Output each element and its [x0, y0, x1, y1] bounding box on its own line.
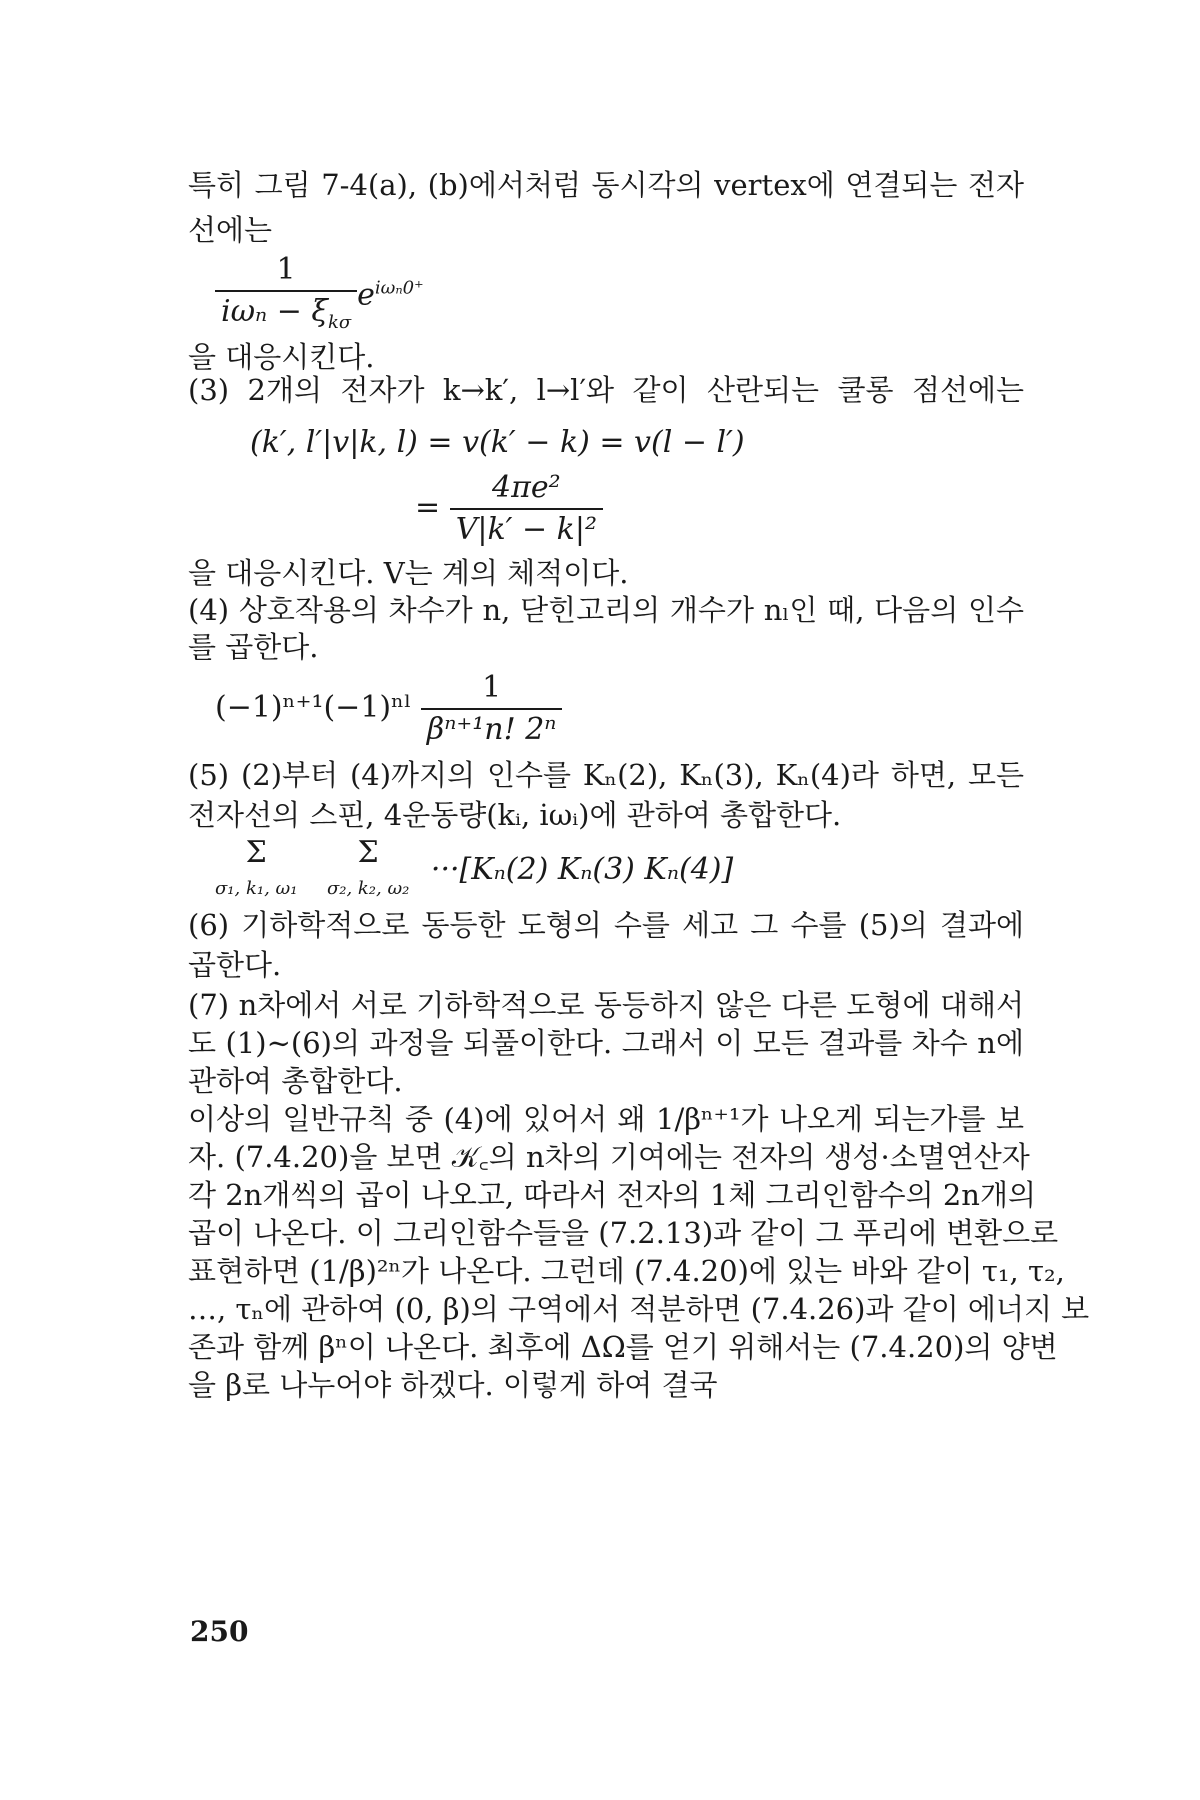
- text-line-21: 존과 함께 βⁿ이 나온다. 최후에 ΔΩ를 얻기 위해서는 (7.4.20)의 양변: [188, 1330, 1058, 1364]
- eq4-sub1: σ₁, k₁, ω₁: [215, 878, 298, 899]
- text-line-20: …, τₙ에 관하여 (0, β)의 구역에서 적분하면 (7.4.26)과 같이 에너지 보: [188, 1292, 1090, 1326]
- eq1-denominator: $i\omega_n - \xi_{k\sigma}$: [215, 290, 357, 341]
- text-line-2: 선에는: [188, 213, 273, 247]
- text-line-8: (5) (2)부터 (4)까지의 인수를 Kₙ(2), Kₙ(3), Kₙ(4)라 하면, 모든: [188, 758, 1024, 792]
- text-line-6: (4) 상호작용의 차수가 n, 닫힌고리의 개수가 nₗ인 때, 다음의 인수: [188, 593, 1024, 627]
- eq3-lead: (−1)ⁿ⁺¹(−1)ⁿˡ: [215, 690, 412, 725]
- equation-factor: [215, 670, 562, 748]
- eq1-exponent: iωₙ0⁺: [374, 277, 424, 299]
- eq2-denominator: V|k′ − k|²: [450, 508, 603, 548]
- text-line-3: 을 대응시킨다.: [188, 340, 375, 374]
- text-line-9: 전자선의 스핀, 4운동량(kᵢ, iωᵢ)에 관하여 총합한다.: [188, 798, 842, 832]
- text-line-1: 특히 그림 7-4(a), (b)에서처럼 동시각의 vertex에 연결되는 전자: [188, 168, 1024, 202]
- text-line-15: 이상의 일반규칙 중 (4)에 있어서 왜 1/βⁿ⁺¹가 나오게 되는가를 보: [188, 1102, 1024, 1136]
- eq4-body: ···[Kₙ(2) Kₙ(3) Kₙ(4)]: [430, 852, 734, 887]
- text-line-5: 을 대응시킨다. V는 계의 체적이다.: [188, 556, 629, 590]
- eq1-exponential: e: [357, 277, 375, 313]
- equation-coulomb-line1: (k′, l′|v|k, l) = v(k′ − k) = v(l − l′): [250, 425, 745, 460]
- text-line-22: 을 β로 나누어야 하겠다. 이렇게 하여 결국: [188, 1368, 718, 1402]
- eq4-sub2: σ₂, k₂, ω₂: [326, 878, 410, 899]
- text-line-16: 자. (7.4.20)을 보면 𝒦꜀의 n차의 기여에는 전자의 생성·소멸연산자: [188, 1140, 1030, 1174]
- text-line-7: 를 곱한다.: [188, 630, 319, 664]
- equation-sum: [215, 835, 733, 907]
- eq3-denominator: βⁿ⁺¹n! 2ⁿ: [421, 708, 563, 748]
- text-line-12: (7) n차에서 서로 기하학적으로 동등하지 않은 다른 도형에 대해서: [188, 988, 1024, 1022]
- text-line-19: 표현하면 (1/β)²ⁿ가 나온다. 그런데 (7.4.20)에 있는 바와 같이 τ₁, τ₂,: [188, 1254, 1065, 1288]
- eq4-sum1: Σ: [245, 835, 267, 870]
- text-line-18: 곱이 나온다. 이 그리인함수들을 (7.2.13)과 같이 그 푸리에 변환으로: [188, 1216, 1059, 1250]
- text-line-10: (6) 기하학적으로 동등한 도형의 수를 세고 그 수를 (5)의 결과에: [188, 908, 1024, 942]
- eq2-numerator: 4πe²: [492, 470, 561, 505]
- eq4-sum2: Σ: [357, 835, 379, 870]
- text-line-17: 각 2n개씩의 곱이 나오고, 따라서 전자의 1체 그리인함수의 2n개의: [188, 1178, 1037, 1212]
- equation-propagator: [215, 252, 424, 341]
- text-line-11: 곱한다.: [188, 948, 282, 982]
- eq1-numerator: 1: [276, 252, 296, 287]
- page-number: 250: [190, 1615, 249, 1648]
- text-line-13: 도 (1)∼(6)의 과정을 되풀이한다. 그래서 이 모든 결과를 차수 n에: [188, 1026, 1024, 1060]
- eq3-numerator: 1: [482, 670, 502, 705]
- equation-coulomb-line2: = $\frac{\text{4πe²}}{\text{V|k′ − k|²}}$: [415, 470, 603, 548]
- text-line-14: 관하여 총합한다.: [188, 1064, 403, 1098]
- text-line-4: (3) 2개의 전자가 k→k′, l→l′와 같이 산란되는 쿨롱 점선에는: [188, 373, 1024, 407]
